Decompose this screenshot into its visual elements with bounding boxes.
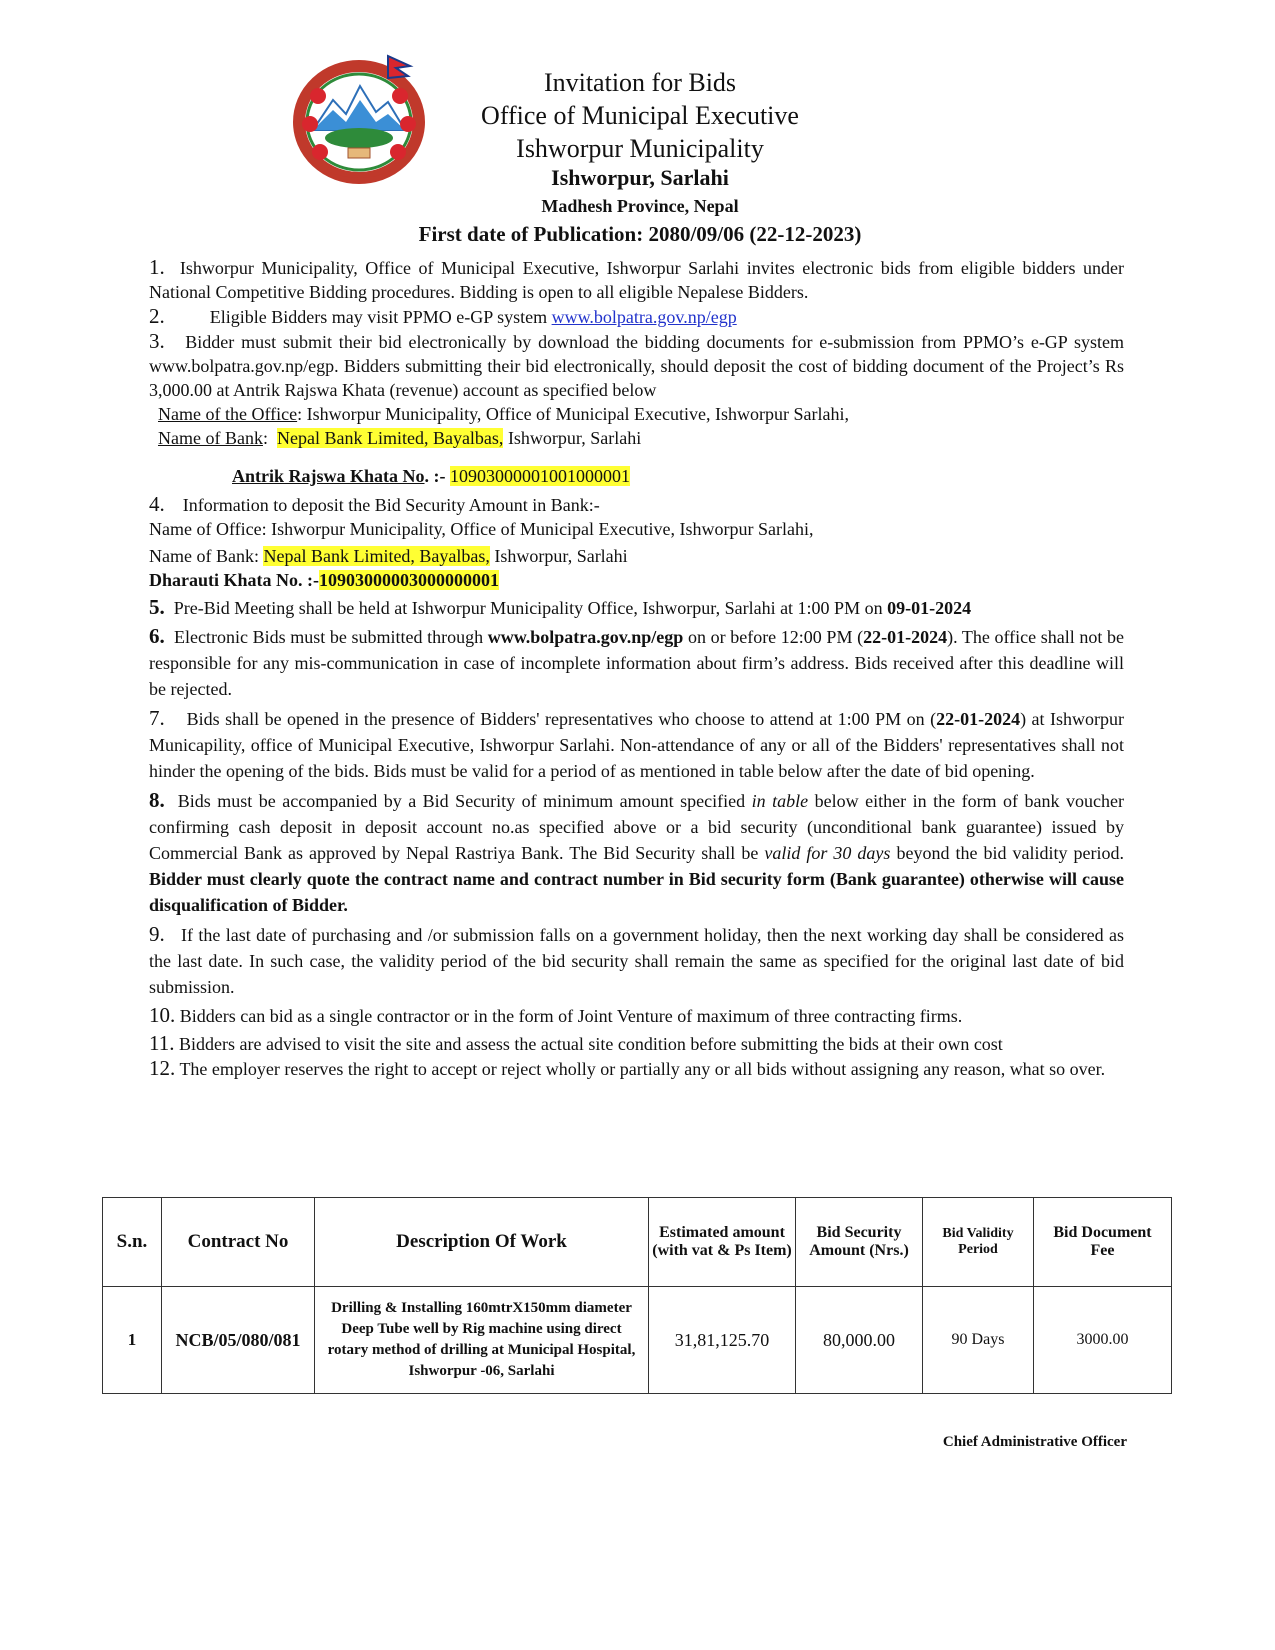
clause-text: below either in the form of bank voucher confirming cash deposit in deposit account no.as specified above or a bid security (unconditional bank guarantee) issued by Commercial Bank as approved by Nepal Rastriya Bank. The Bid Security shall be — [149, 791, 1125, 863]
clause-text: Bidders are advised to visit the site and assess the actual site condition before submitting the bids at their own cost — [178, 1034, 1003, 1054]
clause-text: Bids must be accompanied by a Bid Security of minimum amount specified — [177, 791, 746, 811]
table-cell-estimated-amount: 31,81,125.70 — [649, 1287, 796, 1394]
revenue-account-label: Antrik Rajswa Khata No — [232, 466, 425, 486]
clause-3 — [149, 329, 1124, 402]
clause-text: ). The office shall not be responsible for any mis-communication in case of incomplete information about firm’s address. Bids received after this deadline will be rejected. — [149, 627, 1125, 699]
clause-number: 1. — [149, 255, 165, 279]
clause-text: Eligible Bidders may visit PPMO e-GP system — [209, 307, 548, 327]
column-header: Bid Validity Period — [923, 1198, 1034, 1287]
clause-text: Bids shall be opened in the presence of Bidders' representatives who choose to attend at 1:00 PM on ( — [186, 709, 937, 729]
clause-number: 9. — [149, 922, 165, 946]
clause-italic: valid for 30 days — [764, 843, 891, 863]
table-cell-document-fee: 3000.00 — [1034, 1287, 1172, 1394]
dharauti-row — [149, 568, 1124, 592]
signature-title: Chief Administrative Officer — [942, 1434, 1127, 1450]
deposit-bank-label: Name of Bank: — [149, 546, 259, 566]
clause-number: 12. — [149, 1056, 176, 1080]
prebid-date: 09-01-2024 — [887, 598, 972, 618]
column-header: Description Of Work — [315, 1198, 649, 1287]
office-row — [149, 402, 1124, 426]
clause-text: Pre-Bid Meeting shall be held at Ishworpur Municipality Office, Ishworpur, Sarlahi at 1:00 PM on — [173, 598, 883, 618]
location-line: Ishworpur, Sarlahi — [551, 165, 729, 190]
table-cell-validity: 90 Days — [923, 1287, 1034, 1394]
province-line: Madhesh Province, Nepal — [541, 196, 739, 216]
title-line: Invitation for Bids — [543, 68, 737, 97]
clause-italic: in table — [751, 791, 809, 811]
clause-text: on or before 12:00 PM ( — [687, 627, 864, 647]
revenue-account-row — [149, 450, 1124, 492]
clause-number: 11. — [149, 1031, 175, 1055]
municipality-line: Ishworpur Municipality — [516, 134, 764, 163]
office-value: : Ishworpur Municipality, Office of Municipal Executive, Ishworpur Sarlahi, — [297, 404, 849, 424]
office-line: Office of Municipal Executive — [481, 101, 799, 130]
clause-number: 10. — [149, 1003, 176, 1027]
column-header: S.n. — [103, 1198, 162, 1287]
office-label: Name of the Office — [158, 404, 298, 424]
clause-bold: Bidder must clearly quote the contract name and contract number in Bid security form (Bank guarantee) otherwise will cause disqualification of Bidder. — [149, 869, 1124, 915]
clause-text: Bidder must submit their bid electronically by download the bidding documents for e-submission from PPMO’s e-GP system www.bolpatra.gov.np/egp. Bidders submitting their bid electronically, should deposit the cost of bidding document of the Project’s Rs 3,000.00 at Antrik Rajswa Khata (revenue) account as specified below — [149, 332, 1124, 400]
clause-text: beyond the bid validity period. — [896, 843, 1125, 863]
clause-6 — [149, 620, 1124, 702]
clause-text: Information to deposit the Bid Security Amount in Bank:- — [182, 495, 600, 515]
clause-2 — [149, 304, 1124, 329]
bank-row — [149, 426, 1124, 450]
bank-name-highlight: Nepal Bank Limited, Bayalbas, — [276, 428, 504, 448]
deposit-office-row: Name of Office: Ishworpur Municipality, Office of Municipal Executive, Ishworpur Sarlahi, — [149, 519, 814, 539]
deposit-bank-row — [149, 541, 1124, 568]
clause-4 — [149, 492, 1124, 517]
clause-10 — [149, 1000, 1124, 1028]
table-cell-description: Drilling & Installing 160mtrX150mm diameter Deep Tube well by Rig machine using direct rotary method of drilling at Municipal Hospital, Ishworpur -06, Sarlahi — [315, 1287, 649, 1394]
clause-text: Ishworpur Municipality, Office of Municipal Executive, Ishworpur Sarlahi invites electronic bids from eligible bidders under National Competitive Bidding procedures. Bidding is open to all eligible Nepalese Bidders. — [149, 258, 1125, 302]
opening-date: 22-01-2024 — [936, 709, 1021, 729]
clause-text: ) at Ishworpur Municapility, office of Municipal Executive, Ishworpur Sarlahi. Non-attendance of any or all of the Bidders' representatives shall not hinder the opening of the bids. Bids must be valid for a period of as mentioned in table below after the date of bid opening. — [149, 709, 1124, 781]
clause-number: 8. — [149, 788, 165, 812]
clause-8 — [149, 784, 1124, 918]
clause-number: 5. — [149, 595, 165, 619]
clause-text: If the last date of purchasing and /or submission falls on a government holiday, then the next working day shall be considered as the last date. In such case, the validity period of the bid security shall remain the same as specified for the original last date of bid submission. — [149, 925, 1124, 997]
revenue-account-separator: . :- — [424, 466, 446, 486]
bid-table — [102, 1197, 1172, 1394]
clause-12 — [149, 1056, 1124, 1081]
clause-text: Electronic Bids must be submitted through — [174, 627, 484, 647]
clause-1 — [149, 255, 1124, 304]
table-cell-contract-no: NCB/05/080/081 — [162, 1287, 315, 1394]
bank-location: Ishworpur, Sarlahi — [507, 428, 642, 448]
clause-7 — [149, 702, 1124, 784]
clause-number: 6. — [149, 624, 165, 648]
notice-body — [149, 255, 1124, 1081]
clause-text: The employer reserves the right to accept or reject wholly or partially any or all bids without assigning any reason, what so over. — [179, 1059, 1106, 1079]
column-header: Bid Security Amount (Nrs.) — [796, 1198, 923, 1287]
egp-link[interactable]: www.bolpatra.gov.np/egp — [551, 307, 737, 327]
revenue-account-number: 10903000001001000001 — [450, 466, 631, 486]
column-header: Estimated amount (with vat & Ps Item) — [649, 1198, 796, 1287]
table-row — [103, 1287, 1172, 1394]
clause-5 — [149, 592, 1124, 620]
submission-date: 22-01-2024 — [863, 627, 948, 647]
bank-label: Name of Bank — [158, 428, 263, 448]
clause-number: 2. — [149, 304, 165, 328]
table-cell-bid-security: 80,000.00 — [796, 1287, 923, 1394]
dharauti-number: 10903000003000000001 — [319, 570, 499, 590]
submission-link[interactable]: www.bolpatra.gov.np/egp — [487, 627, 684, 647]
dharauti-label: Dharauti Khata No. :- — [149, 570, 319, 590]
clause-number: 7. — [149, 706, 165, 730]
clause-text: Bidders can bid as a single contractor or in the form of Joint Venture of maximum of three contracting firms. — [179, 1006, 963, 1026]
column-header: Bid Document Fee — [1034, 1198, 1172, 1287]
table-cell-sn: 1 — [103, 1287, 162, 1394]
title-block — [340, 66, 940, 165]
clause-number: 4. — [149, 492, 165, 516]
clause-number: 3. — [149, 329, 165, 353]
column-header: Contract No — [162, 1198, 315, 1287]
clause-9 — [149, 918, 1124, 1000]
clause-11 — [149, 1028, 1124, 1056]
deposit-bank-highlight: Nepal Bank Limited, Bayalbas, — [263, 546, 490, 566]
bank-separator: : — [262, 428, 268, 448]
table-header-row — [103, 1198, 1172, 1287]
publication-date: First date of Publication: 2080/09/06 (22-12-2023) — [418, 222, 862, 246]
deposit-bank-location: Ishworpur, Sarlahi — [494, 546, 628, 566]
